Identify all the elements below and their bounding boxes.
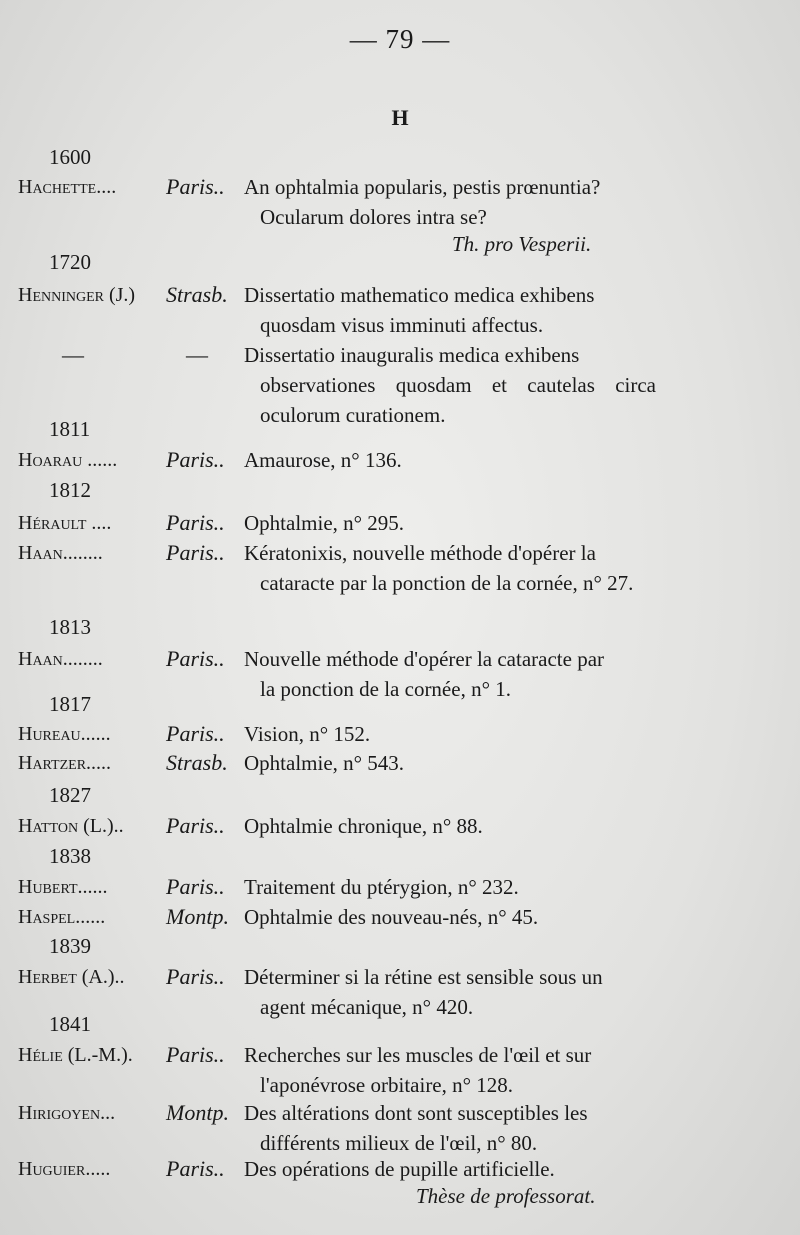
city: Montp. bbox=[166, 904, 229, 929]
city: Strasb. bbox=[166, 282, 228, 307]
year-heading: 1838 bbox=[49, 844, 91, 868]
city: Paris.. bbox=[166, 1042, 225, 1067]
year-heading: 1720 bbox=[49, 250, 91, 274]
work-title: Amaurose, n° 136. bbox=[244, 448, 402, 472]
work-title: Des opérations de pupille artificielle. bbox=[244, 1157, 555, 1181]
city: Paris.. bbox=[166, 1156, 225, 1181]
author-name: Huguier..... bbox=[18, 1158, 111, 1180]
city: Paris.. bbox=[166, 964, 225, 989]
author-name: Hérault .... bbox=[18, 512, 112, 534]
work-title: Ophtalmie chronique, n° 88. bbox=[244, 814, 483, 838]
city: Montp. bbox=[166, 1100, 229, 1125]
year-heading: 1827 bbox=[49, 783, 91, 807]
author-name: Hatton (L.).. bbox=[18, 815, 124, 837]
city: Paris.. bbox=[166, 447, 225, 472]
author-name: Haspel...... bbox=[18, 906, 106, 928]
author-name: Haan........ bbox=[18, 542, 103, 564]
work-title: Ophtalmie, n° 543. bbox=[244, 751, 405, 775]
author-name: Haan........ bbox=[18, 648, 103, 670]
author-name: Hoarau ...... bbox=[18, 449, 118, 471]
city: Paris.. bbox=[166, 174, 225, 199]
author-name: Hartzer..... bbox=[18, 752, 112, 774]
year-heading: 1600 bbox=[49, 145, 91, 169]
reference-note: Th. pro Vesperii. bbox=[452, 232, 592, 256]
year-heading: 1811 bbox=[49, 417, 91, 441]
work-title: An ophtalmia popularis, pestis prœnuntia? Ocularum dolores intra se? bbox=[244, 175, 601, 229]
city: Paris.. bbox=[166, 813, 225, 838]
city: Paris.. bbox=[166, 510, 225, 535]
city: Paris.. bbox=[166, 721, 225, 746]
ditto-author: — bbox=[62, 342, 84, 367]
city: Paris.. bbox=[166, 874, 225, 899]
year-heading: 1839 bbox=[49, 934, 91, 958]
work-title: Vision, n° 152. bbox=[244, 722, 371, 746]
author-name: Hachette.... bbox=[18, 176, 117, 198]
author-name: Herbet (A.).. bbox=[18, 966, 125, 988]
page-number: — 79 — bbox=[349, 24, 451, 54]
work-title: Traitement du ptérygion, n° 232. bbox=[244, 875, 519, 899]
author-name: Hirigoyen... bbox=[18, 1102, 116, 1124]
year-heading: 1817 bbox=[49, 692, 91, 716]
work-title: Kératonixis, nouvelle méthode d'opérer la cataracte par la ponction de la cornée, n° 27. bbox=[244, 541, 634, 595]
city: Paris.. bbox=[166, 540, 225, 565]
year-heading: 1813 bbox=[49, 615, 91, 639]
work-title: Ophtalmie, n° 295. bbox=[244, 511, 405, 535]
author-name: Hubert...... bbox=[18, 876, 108, 898]
author-name: Henninger (J.) bbox=[18, 284, 136, 306]
city: Strasb. bbox=[166, 750, 228, 775]
city: Paris.. bbox=[166, 646, 225, 671]
section-letter: H bbox=[391, 105, 409, 130]
work-title: Dissertatio inauguralis medica exhibens observationes quosdam et cautelas circa oculorum curationem. bbox=[244, 343, 656, 427]
ditto-city: — bbox=[186, 342, 208, 367]
reference-note: Thèse de professorat. bbox=[416, 1184, 596, 1208]
work-title: Déterminer si la rétine est sensible sous un agent mécanique, n° 420. bbox=[244, 965, 603, 1019]
work-title: Dissertatio mathematico medica exhibens quosdam visus imminuti affectus. bbox=[244, 283, 595, 337]
work-title: Des altérations dont sont susceptibles les différents milieux de l'œil, n° 80. bbox=[244, 1101, 588, 1155]
author-name: Hureau...... bbox=[18, 723, 111, 745]
work-title: Nouvelle méthode d'opérer la cataracte par la ponction de la cornée, n° 1. bbox=[244, 647, 605, 701]
year-heading: 1841 bbox=[49, 1012, 91, 1036]
author-name: Hélie (L.-M.). bbox=[18, 1044, 133, 1066]
work-title: Ophtalmie des nouveau-nés, n° 45. bbox=[244, 905, 539, 929]
work-title: Recherches sur les muscles de l'œil et sur l'aponévrose orbitaire, n° 128. bbox=[244, 1043, 592, 1097]
year-heading: 1812 bbox=[49, 478, 91, 502]
